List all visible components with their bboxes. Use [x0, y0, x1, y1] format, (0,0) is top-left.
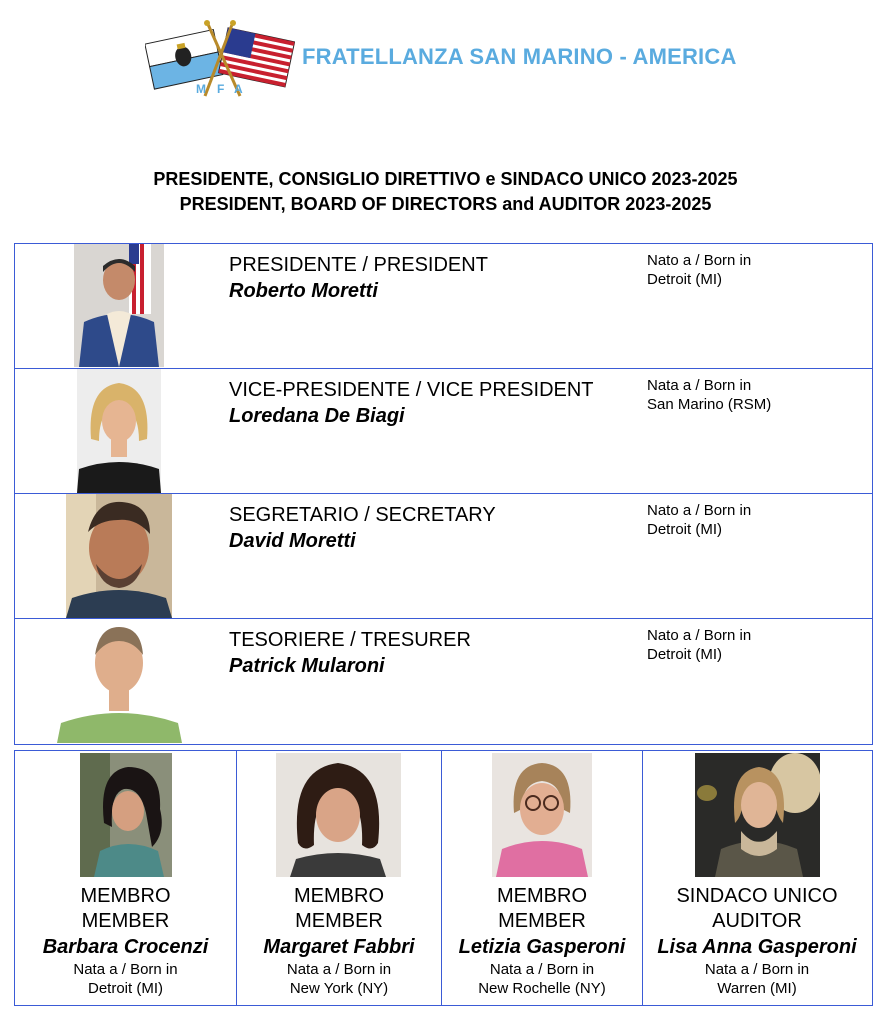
- officer-name: David Moretti: [229, 530, 356, 552]
- officer-role: SEGRETARIO / SECRETARY: [229, 504, 496, 526]
- member-cell-letizia: [442, 751, 643, 1005]
- president-photo: [74, 244, 164, 367]
- officer-role: PRESIDENTE / PRESIDENT: [229, 254, 488, 276]
- officer-born-place: San Marino (RSM): [647, 396, 772, 413]
- officer-row-vice-president: [15, 369, 872, 494]
- org-title: FRATELLANZA SAN MARINO - AMERICA: [302, 44, 737, 69]
- member-role-en: MEMBER: [498, 910, 586, 932]
- member-born-place: New Rochelle (NY): [478, 980, 606, 997]
- member-role-it: MEMBRO: [80, 885, 171, 907]
- member-cell-margaret: [237, 751, 442, 1005]
- member-role-it: MEMBRO: [497, 885, 587, 907]
- officer-born-place: Detroit (MI): [647, 646, 722, 663]
- officer-born-place: Detroit (MI): [647, 521, 722, 538]
- logo-letter-f: F: [217, 82, 225, 96]
- members-table: [14, 750, 873, 1006]
- officer-role: TESORIERE / TRESURER: [229, 629, 471, 651]
- officer-row-president: [15, 244, 872, 369]
- member-role-it: MEMBRO: [294, 885, 384, 907]
- officer-role: VICE-PRESIDENTE / VICE PRESIDENT: [229, 379, 594, 401]
- member-born-label: Nata a / Born in: [489, 961, 595, 978]
- member-role-en: MEMBER: [295, 910, 383, 932]
- member-born-label: Nata a / Born in: [286, 961, 392, 978]
- logo-letter-m: M: [196, 82, 206, 96]
- officer-name: Roberto Moretti: [229, 280, 378, 302]
- officer-born-label: Nato a / Born in: [647, 252, 752, 269]
- member-photo: [276, 753, 401, 877]
- officer-born-label: Nata a / Born in: [647, 377, 752, 394]
- logo-letter-a: A: [234, 82, 243, 96]
- treasurer-photo: [57, 619, 182, 743]
- crossed-flags-logo: [145, 20, 295, 100]
- officer-born-label: Nato a / Born in: [647, 502, 752, 519]
- member-cell-barbara: [15, 751, 237, 1005]
- member-born-place: Detroit (MI): [88, 980, 163, 997]
- member-cell-lisa: [643, 751, 871, 1005]
- member-name: Lisa Anna Gasperoni: [657, 936, 857, 958]
- member-born-label: Nata a / Born in: [73, 961, 178, 978]
- member-born-label: Nata a / Born in: [704, 961, 810, 978]
- secretary-photo: [66, 494, 172, 618]
- member-born-place: New York (NY): [289, 980, 389, 997]
- officer-born-place: Detroit (MI): [647, 271, 722, 288]
- member-name: Letizia Gasperoni: [458, 936, 626, 958]
- member-photo: [80, 753, 172, 877]
- member-name: Barbara Crocenzi: [42, 936, 209, 958]
- member-role-it: SINDACO UNICO: [676, 885, 838, 907]
- member-name: Margaret Fabbri: [263, 936, 415, 958]
- heading-italian: PRESIDENTE, CONSIGLIO DIRETTIVO e SINDACO UNICO 2023-2025: [153, 169, 738, 189]
- heading-english: PRESIDENT, BOARD OF DIRECTORS and AUDITOR 2023-2025: [179, 194, 712, 214]
- officer-row-secretary: [15, 494, 872, 619]
- officer-name: Loredana De Biagi: [229, 405, 405, 427]
- officers-table: [14, 243, 873, 745]
- member-role-en: AUDITOR: [712, 910, 802, 932]
- officer-row-treasurer: [15, 619, 872, 744]
- vice-president-photo: [77, 369, 161, 493]
- member-born-place: Warren (MI): [717, 980, 797, 997]
- member-photo: [695, 753, 820, 877]
- member-photo: [492, 753, 592, 877]
- officer-name: Patrick Mularoni: [229, 655, 385, 677]
- officer-born-label: Nato a / Born in: [647, 627, 752, 644]
- member-role-en: MEMBER: [81, 910, 170, 932]
